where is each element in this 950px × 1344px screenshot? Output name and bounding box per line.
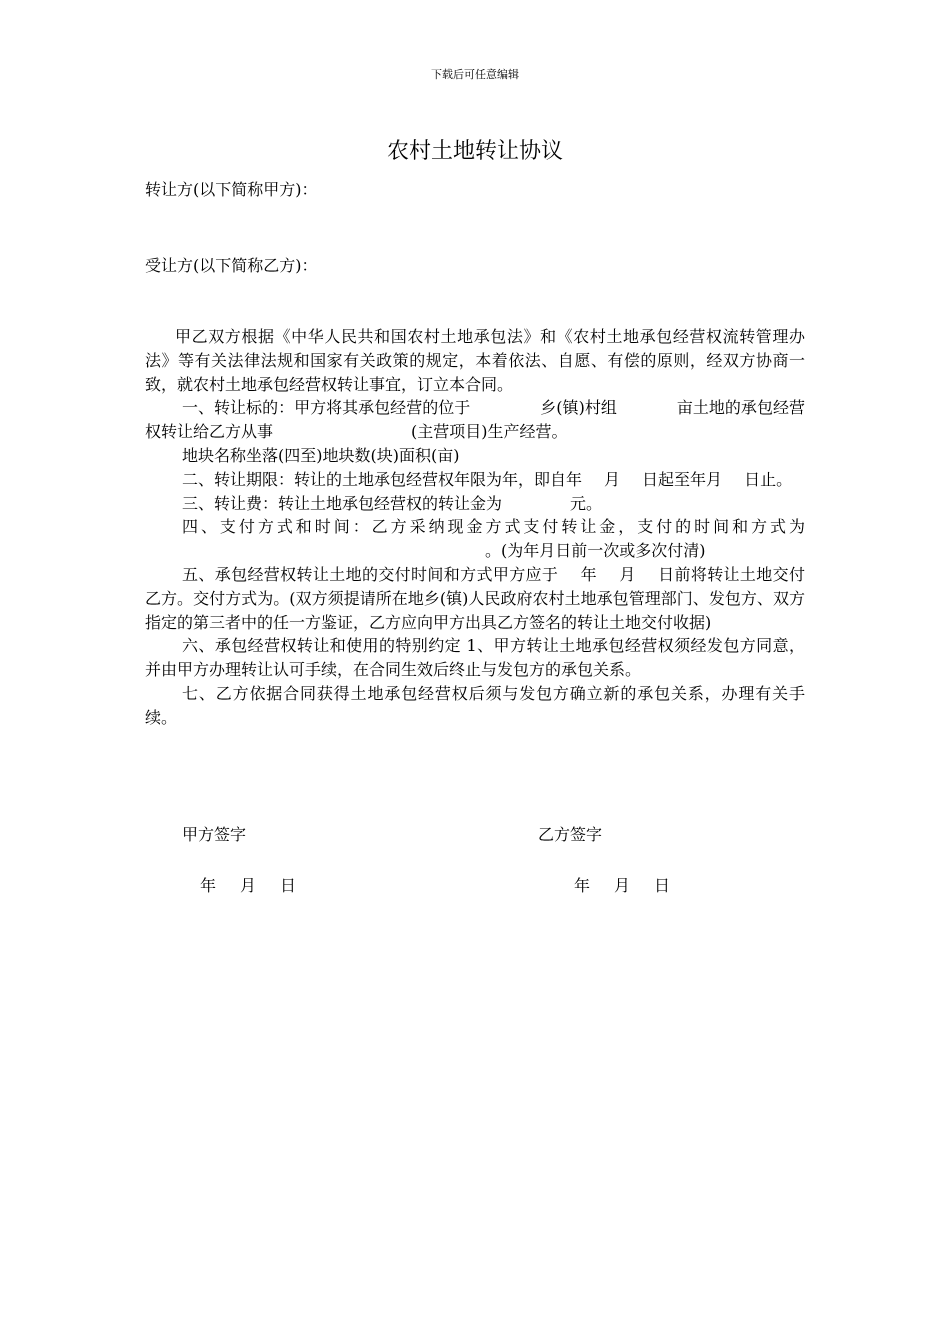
date-year: 年 xyxy=(200,876,217,895)
clause-2-text-a: 二、转让期限：转让的土地承包经营权年限为年，即自年 xyxy=(182,469,583,489)
clause-2-text-b: 月 xyxy=(604,469,621,489)
date-month: 月 xyxy=(240,876,257,895)
party-b-label: 受让方(以下简称乙方)： xyxy=(145,256,318,275)
clause-5-text-c: 月 xyxy=(619,564,636,584)
clause-1 xyxy=(145,396,805,444)
contract-body xyxy=(145,325,805,730)
header-note: 下载后可任意编辑 xyxy=(431,68,519,81)
clause-2-text-c: 日起至年 xyxy=(642,469,707,489)
clause-3 xyxy=(145,492,805,516)
clause-1-text-b: 乡(镇)村组 xyxy=(540,398,617,418)
clause-5-text-b: 年 xyxy=(580,564,598,584)
clause-6: 六、承包经营权转让和使用的特别约定 1、甲方转让土地承包经营权须经发包方同意，并由甲方办理转让认可手续，在合同生效后终止与发包方的承包关系。 xyxy=(145,636,805,680)
clause-3-text-b: 元。 xyxy=(570,493,603,513)
intro-paragraph: 甲乙双方根据《中华人民共和国农村土地承包法》和《农村土地承包经营权流转管理办法》等有关法律法规和国家有关政策的规定，本着依法、自愿、有偿的原则，经双方协商一致，就农村土地承包经营权转让事宜，订立本合同。 xyxy=(145,327,805,394)
clause-1-text-d: (主营项目)生产经营。 xyxy=(411,422,568,442)
date-day: 日 xyxy=(654,876,671,895)
clause-2-text-d: 月 xyxy=(706,469,723,489)
date-year: 年 xyxy=(574,876,591,895)
plot-info: 地块名称坐落(四至)地块数(块)面积(亩) xyxy=(182,445,460,465)
clause-2 xyxy=(145,468,805,492)
clause-5-text-a: 五、承包经营权转让土地的交付时间和方式甲方应于 xyxy=(182,564,559,584)
clause-5-text-d: 日前将转让土地交付乙方。交付方式为。(双方须提请所在地乡(镇)人民政府农村土地承包管理部门、发包方、双方指定的第三者中的任一方鉴证，乙方应向甲方出具乙方签名的转让土地交付收据) xyxy=(145,564,805,632)
clause-4 xyxy=(145,515,805,563)
party-a-signature-label: 甲方签字 xyxy=(182,825,247,844)
clause-3-text-a: 三、转让费：转让土地承包经营权的转让金为 xyxy=(182,493,503,513)
party-a-label: 转让方(以下简称甲方)： xyxy=(145,180,318,199)
document-title: 农村土地转让协议 xyxy=(386,139,563,164)
party-b-date xyxy=(574,876,670,896)
clause-1-text-c: 亩土地的承包经营权转让给乙方从事 xyxy=(145,398,805,442)
clause-1-text-a: 一、转让标的：甲方将其承包经营的位于 xyxy=(182,398,471,418)
clause-7: 七、乙方依据合同获得土地承包经营权后须与发包方确立新的承包关系，办理有关手续。 xyxy=(145,683,805,727)
clause-4-text-b: 。(为年月日前一次或多次付清) xyxy=(485,541,706,561)
date-day: 日 xyxy=(280,876,297,895)
date-month: 月 xyxy=(614,876,631,895)
party-b-signature-label: 乙方签字 xyxy=(538,825,603,844)
party-a-date xyxy=(200,876,296,896)
clause-5 xyxy=(145,563,805,634)
clause-4-text-a: 四、支付方式和时间：乙方采纳现金方式支付转让金，支付的时间和方式为 xyxy=(182,517,805,537)
clause-2-text-e: 日止。 xyxy=(744,469,793,489)
